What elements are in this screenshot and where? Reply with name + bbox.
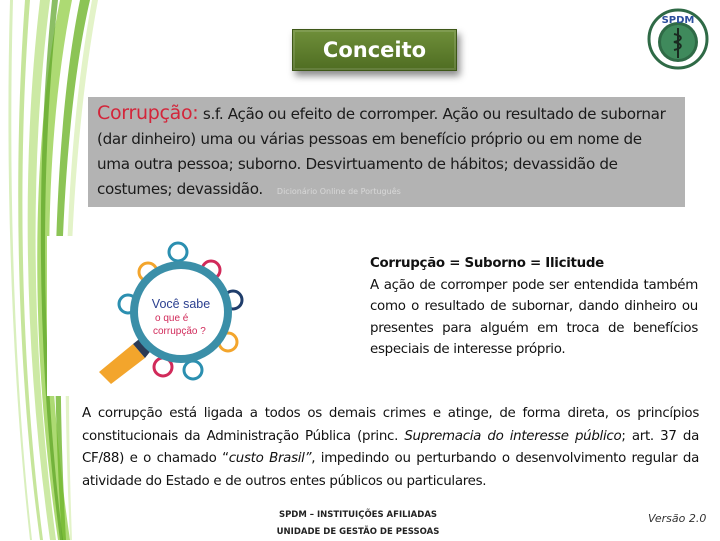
main-text-part3: , impedindo ou perturbando o desenvolvimento regular da atividade do Estado e de outros entes públicos ou particulares.: [82, 451, 700, 489]
illustration-line1: Você sabe: [151, 297, 211, 311]
logo-text: SPDM: [661, 15, 695, 26]
illustration-line2: o que é: [155, 313, 189, 324]
main-text-part1: A corrupção está ligada a todos os demais crimes e atinge, de forma direta, os princípios constitucionais da Administração Pública (princ.: [82, 406, 699, 444]
magnifier-people-illustration: [93, 232, 268, 392]
side-title: Corrupção = Suborno = Ilicitude: [370, 256, 604, 271]
footer: [258, 507, 458, 541]
title-banner: [292, 29, 457, 71]
main-text-part2: ; art. 37 da CF/88) e o chamado “: [82, 428, 699, 466]
definition-source: Dicionário Online de Português: [276, 187, 401, 196]
main-text-italic1: Supremacia do interesse público: [404, 428, 622, 444]
side-body: A ação de corromper pode ser entendida também como o resultado de subornar, dando dinheiro ou presentes para alguém em troca de benefícios especiais de interesse próprio.: [370, 277, 698, 357]
spdm-logo-icon: [647, 8, 709, 70]
version-label: Versão 2.0: [648, 512, 707, 525]
illustration-line3: corrupção ?: [153, 326, 206, 337]
footer-line1: SPDM – INSTITUIÇÕES AFILIADAS: [278, 510, 438, 520]
footer-line2: UNIDADE DE GESTÃO DE PESSOAS: [276, 527, 440, 537]
definition-box: [88, 97, 685, 207]
definition-term: Corrupção:: [97, 102, 199, 124]
main-text-italic2: custo Brasil”: [228, 451, 312, 466]
title-text: Conceito: [322, 38, 427, 62]
definition-body: s.f. Ação ou efeito de corromper. Ação ou resultado de subornar (dar dinheiro) uma ou várias pessoas em benefício próprio ou em nome de uma outra pessoa; suborno. Desvirtuamento de hábitos; devassidão de costumes; devassidão.: [97, 105, 666, 198]
side-explanation: [370, 253, 698, 361]
main-paragraph: [82, 403, 699, 493]
